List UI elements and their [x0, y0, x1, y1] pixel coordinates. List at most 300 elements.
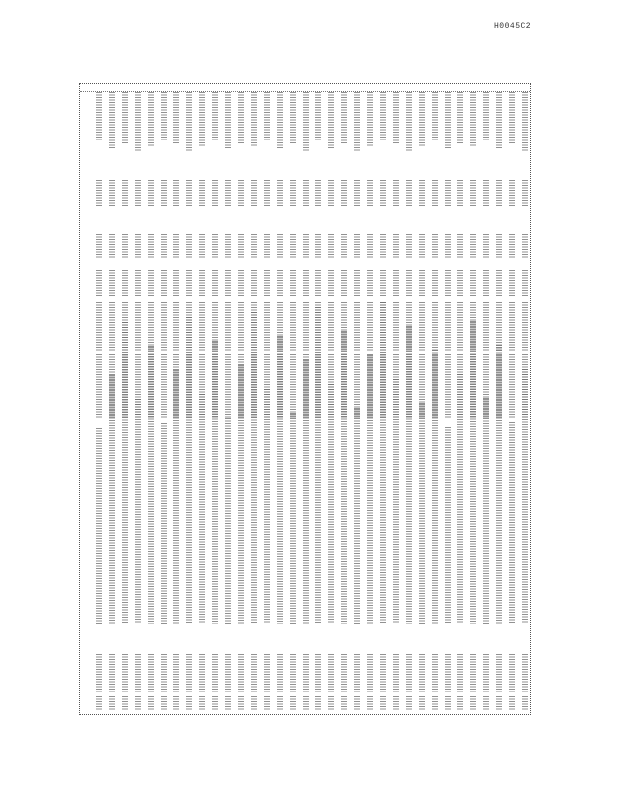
table-cell	[173, 696, 179, 710]
table-cell	[432, 270, 438, 296]
table-cell	[264, 92, 270, 140]
table-cell	[251, 270, 257, 296]
table-cell	[199, 92, 205, 146]
table-cell	[135, 654, 141, 692]
table-cell	[238, 302, 244, 352]
table-cell	[354, 696, 360, 710]
table-cell	[161, 354, 167, 418]
table-cell	[225, 92, 231, 149]
table-cell	[161, 270, 167, 296]
table-cell	[173, 370, 179, 624]
table-cell	[367, 355, 373, 624]
table-cell	[470, 270, 476, 296]
table-cell	[238, 696, 244, 710]
table-cell	[225, 418, 231, 624]
table-cell	[264, 270, 270, 296]
table-cell	[406, 326, 412, 624]
table-row	[262, 84, 272, 715]
table-cell	[212, 654, 218, 692]
table-cell	[161, 180, 167, 206]
table-cell	[251, 234, 257, 258]
table-cell	[432, 350, 438, 624]
table-cell	[96, 302, 102, 352]
table-cell	[380, 234, 386, 258]
table-cell	[315, 696, 321, 710]
table-cell	[303, 654, 309, 692]
table-cell	[393, 92, 399, 143]
table-cell	[393, 379, 399, 624]
table-cell	[199, 696, 205, 710]
table-cell	[148, 180, 154, 206]
table-row	[455, 84, 465, 715]
table-cell	[199, 180, 205, 206]
table-cell	[393, 234, 399, 258]
table-cell	[496, 180, 502, 206]
table-cell	[303, 180, 309, 206]
table-cell	[96, 428, 102, 624]
table-cell	[303, 302, 309, 352]
table-cell	[122, 92, 128, 143]
table-cell	[135, 696, 141, 710]
table-cell	[212, 92, 218, 140]
table-cell	[290, 654, 296, 692]
table-cell	[419, 403, 425, 624]
table-cell	[406, 180, 412, 206]
table-cell	[96, 354, 102, 418]
table-cell	[419, 234, 425, 258]
table-cell	[367, 180, 373, 206]
table-cell	[315, 307, 321, 624]
table-cell	[457, 234, 463, 258]
table-cell	[148, 696, 154, 710]
table-cell	[341, 270, 347, 296]
table-cell	[290, 92, 296, 143]
table-cell	[186, 234, 192, 258]
table-cell	[161, 92, 167, 140]
table-row	[120, 84, 130, 715]
table-cell	[225, 696, 231, 710]
table-cell	[238, 234, 244, 258]
table-cell	[315, 180, 321, 206]
table-cell	[341, 180, 347, 206]
table-cell	[251, 654, 257, 692]
table-cell	[483, 270, 489, 296]
table-row	[210, 84, 220, 715]
table-cell	[109, 654, 115, 692]
table-cell	[522, 369, 528, 624]
table-cell	[225, 302, 231, 352]
table-cell	[496, 345, 502, 624]
table-row	[339, 84, 349, 715]
table-cell	[303, 696, 309, 710]
table-row	[236, 84, 246, 715]
table-cell	[393, 302, 399, 352]
table-cell	[457, 270, 463, 296]
table-cell	[290, 270, 296, 296]
table-cell	[509, 654, 515, 692]
table-cell	[173, 654, 179, 692]
table-cell	[277, 180, 283, 206]
table-row	[301, 84, 311, 715]
table-cell	[122, 322, 128, 624]
table-cell	[509, 422, 515, 624]
table-row	[468, 84, 478, 715]
table-cell	[161, 423, 167, 624]
table-cell	[173, 92, 179, 143]
table-cell	[212, 270, 218, 296]
table-cell	[303, 360, 309, 624]
table-cell	[406, 92, 412, 152]
table-cell	[173, 302, 179, 352]
table-cell	[161, 302, 167, 352]
table-cell	[251, 92, 257, 146]
table-cell	[522, 654, 528, 692]
table-cell	[135, 234, 141, 258]
table-row	[481, 84, 491, 715]
table-cell	[225, 270, 231, 296]
table-cell	[109, 270, 115, 296]
table-cell	[522, 270, 528, 296]
table-cell	[251, 696, 257, 710]
table-row	[249, 84, 259, 715]
table-cell	[483, 180, 489, 206]
table-cell	[212, 180, 218, 206]
table-cell	[457, 302, 463, 352]
table-cell	[148, 654, 154, 692]
table-cell	[380, 654, 386, 692]
table-cell	[419, 302, 425, 352]
table-cell	[173, 270, 179, 296]
table-cell	[315, 270, 321, 296]
table-cell	[432, 92, 438, 140]
table-cell	[186, 180, 192, 206]
table-cell	[277, 696, 283, 710]
table-cell	[341, 696, 347, 710]
table-row	[313, 84, 323, 715]
table-row	[507, 84, 517, 715]
table-cell	[199, 234, 205, 258]
table-cell	[509, 354, 515, 418]
table-cell	[109, 375, 115, 624]
table-cell	[122, 234, 128, 258]
table-row	[391, 84, 401, 715]
table-cell	[354, 270, 360, 296]
table-cell	[161, 654, 167, 692]
table-cell	[122, 654, 128, 692]
table-cell	[277, 270, 283, 296]
table-cell	[393, 270, 399, 296]
table-cell	[96, 270, 102, 296]
table-cell	[341, 234, 347, 258]
table-row	[133, 84, 143, 715]
table-cell	[264, 696, 270, 710]
table-cell	[238, 180, 244, 206]
table-cell	[328, 234, 334, 258]
table-cell	[445, 92, 451, 149]
table-cell	[264, 180, 270, 206]
table-row	[94, 84, 104, 715]
table-cell	[354, 92, 360, 152]
table-row	[443, 84, 453, 715]
table-cell	[393, 654, 399, 692]
table-cell	[135, 399, 141, 624]
table-cell	[354, 408, 360, 624]
table-cell	[199, 654, 205, 692]
table-cell	[264, 234, 270, 258]
table-cell	[483, 398, 489, 624]
table-cell	[290, 302, 296, 352]
table-cell	[483, 234, 489, 258]
table-cell	[328, 654, 334, 692]
table-row	[494, 84, 504, 715]
table-cell	[509, 302, 515, 352]
table-cell	[225, 234, 231, 258]
table-cell	[109, 234, 115, 258]
table-cell	[393, 180, 399, 206]
table-cell	[225, 354, 231, 418]
table-cell	[354, 180, 360, 206]
table-cell	[148, 346, 154, 624]
table-cell	[96, 696, 102, 710]
table-cell	[406, 654, 412, 692]
table-cell	[135, 92, 141, 152]
table-cell	[445, 354, 451, 418]
table-cell	[290, 696, 296, 710]
table-row	[404, 84, 414, 715]
table-cell	[96, 234, 102, 258]
table-cell	[122, 696, 128, 710]
table-row	[352, 84, 362, 715]
table-cell	[212, 696, 218, 710]
table-cell	[380, 696, 386, 710]
table-cell	[186, 696, 192, 710]
table-cell	[367, 234, 373, 258]
table-row	[184, 84, 194, 715]
table-cell	[522, 234, 528, 258]
table-cell	[225, 180, 231, 206]
table-cell	[470, 180, 476, 206]
table-cell	[470, 321, 476, 624]
rotated-data-table	[79, 83, 531, 715]
table-cell	[509, 270, 515, 296]
table-cell	[432, 180, 438, 206]
table-cell	[341, 331, 347, 624]
table-cell	[380, 180, 386, 206]
table-cell	[509, 180, 515, 206]
table-row	[223, 84, 233, 715]
table-cell	[122, 270, 128, 296]
table-cell	[445, 180, 451, 206]
table-cell	[367, 654, 373, 692]
table-cell	[109, 92, 115, 149]
table-cell	[406, 234, 412, 258]
table-cell	[212, 341, 218, 624]
table-cell	[186, 270, 192, 296]
table-cell	[496, 654, 502, 692]
table-cell	[109, 180, 115, 206]
table-cell	[328, 384, 334, 624]
table-cell	[419, 270, 425, 296]
table-cell	[135, 302, 141, 352]
table-cell	[277, 92, 283, 149]
table-cell	[96, 180, 102, 206]
table-cell	[199, 270, 205, 296]
table-cell	[303, 92, 309, 152]
table-cell	[496, 92, 502, 149]
table-cell	[148, 234, 154, 258]
table-cell	[109, 302, 115, 352]
table-cell	[457, 654, 463, 692]
table-cell	[419, 180, 425, 206]
table-cell	[328, 180, 334, 206]
table-cell	[290, 413, 296, 624]
table-cell	[522, 92, 528, 152]
table-cell	[406, 696, 412, 710]
table-cell	[522, 302, 528, 352]
table-cell	[238, 270, 244, 296]
table-cell	[341, 654, 347, 692]
table-cell	[470, 696, 476, 710]
table-cell	[225, 654, 231, 692]
table-cell	[483, 654, 489, 692]
table-cell	[199, 302, 205, 352]
table-row	[520, 84, 530, 715]
table-cell	[148, 92, 154, 146]
table-cell	[367, 696, 373, 710]
table-cell	[303, 270, 309, 296]
table-cell	[496, 234, 502, 258]
table-row	[326, 84, 336, 715]
table-cell	[496, 270, 502, 296]
table-cell	[432, 302, 438, 352]
table-cell	[354, 302, 360, 352]
table-row	[378, 84, 388, 715]
table-cell	[186, 654, 192, 692]
table-cell	[457, 696, 463, 710]
table-cell	[367, 92, 373, 146]
table-cell	[328, 92, 334, 149]
table-row	[365, 84, 375, 715]
table-cell	[238, 654, 244, 692]
table-cell	[509, 696, 515, 710]
table-cell	[148, 270, 154, 296]
table-cell	[432, 654, 438, 692]
table-cell	[186, 92, 192, 152]
table-cell	[251, 180, 257, 206]
table-cell	[199, 394, 205, 624]
table-cell	[445, 654, 451, 692]
table-cell	[380, 270, 386, 296]
table-cell	[328, 270, 334, 296]
table-cell	[122, 180, 128, 206]
table-cell	[470, 654, 476, 692]
table-cell	[393, 696, 399, 710]
table-cell	[522, 696, 528, 710]
table-row	[275, 84, 285, 715]
table-row	[171, 84, 181, 715]
table-cell	[315, 654, 321, 692]
table-cell	[135, 180, 141, 206]
table-cell	[457, 92, 463, 143]
table-row	[107, 84, 117, 715]
table-cell	[406, 270, 412, 296]
table-row	[159, 84, 169, 715]
table-cell	[341, 92, 347, 143]
table-cell	[290, 180, 296, 206]
table-cell	[315, 92, 321, 140]
table-cell	[432, 696, 438, 710]
table-cell	[367, 302, 373, 352]
table-cell	[509, 234, 515, 258]
table-cell	[419, 654, 425, 692]
table-row	[430, 84, 440, 715]
table-cell	[186, 317, 192, 624]
table-cell	[483, 302, 489, 352]
table-cell	[315, 234, 321, 258]
table-cell	[161, 234, 167, 258]
table-cell	[380, 302, 386, 624]
table-cell	[96, 654, 102, 692]
table-cell	[419, 696, 425, 710]
document-id: H0045C2	[494, 22, 532, 31]
table-cell	[264, 389, 270, 624]
table-cell	[509, 92, 515, 143]
table-cell	[354, 234, 360, 258]
table-row	[288, 84, 298, 715]
table-row	[197, 84, 207, 715]
table-cell	[264, 302, 270, 352]
table-cell	[328, 696, 334, 710]
table-cell	[445, 302, 451, 352]
table-row	[146, 84, 156, 715]
table-cell	[135, 270, 141, 296]
table-cell	[277, 654, 283, 692]
table-row	[417, 84, 427, 715]
table-cell	[173, 180, 179, 206]
table-cell	[96, 92, 102, 140]
table-cell	[251, 312, 257, 624]
table-cell	[290, 234, 296, 258]
table-cell	[264, 654, 270, 692]
table-cell	[277, 336, 283, 624]
table-cell	[445, 234, 451, 258]
table-cell	[419, 92, 425, 146]
table-cell	[277, 234, 283, 258]
table-cell	[238, 92, 244, 143]
table-cell	[380, 92, 386, 140]
table-cell	[445, 427, 451, 624]
table-cell	[161, 696, 167, 710]
table-cell	[432, 234, 438, 258]
table-cell	[212, 234, 218, 258]
table-cell	[303, 234, 309, 258]
table-cell	[483, 696, 489, 710]
table-cell	[457, 180, 463, 206]
table-cell	[328, 302, 334, 352]
table-cell	[496, 696, 502, 710]
table-cell	[470, 92, 476, 146]
table-cell	[445, 270, 451, 296]
table-cell	[238, 365, 244, 624]
table-cell	[522, 180, 528, 206]
table-cell	[367, 270, 373, 296]
table-cell	[354, 654, 360, 692]
table-cell	[483, 92, 489, 140]
table-cell	[290, 354, 296, 418]
table-cell	[470, 234, 476, 258]
table-cell	[109, 696, 115, 710]
table-cell	[173, 234, 179, 258]
